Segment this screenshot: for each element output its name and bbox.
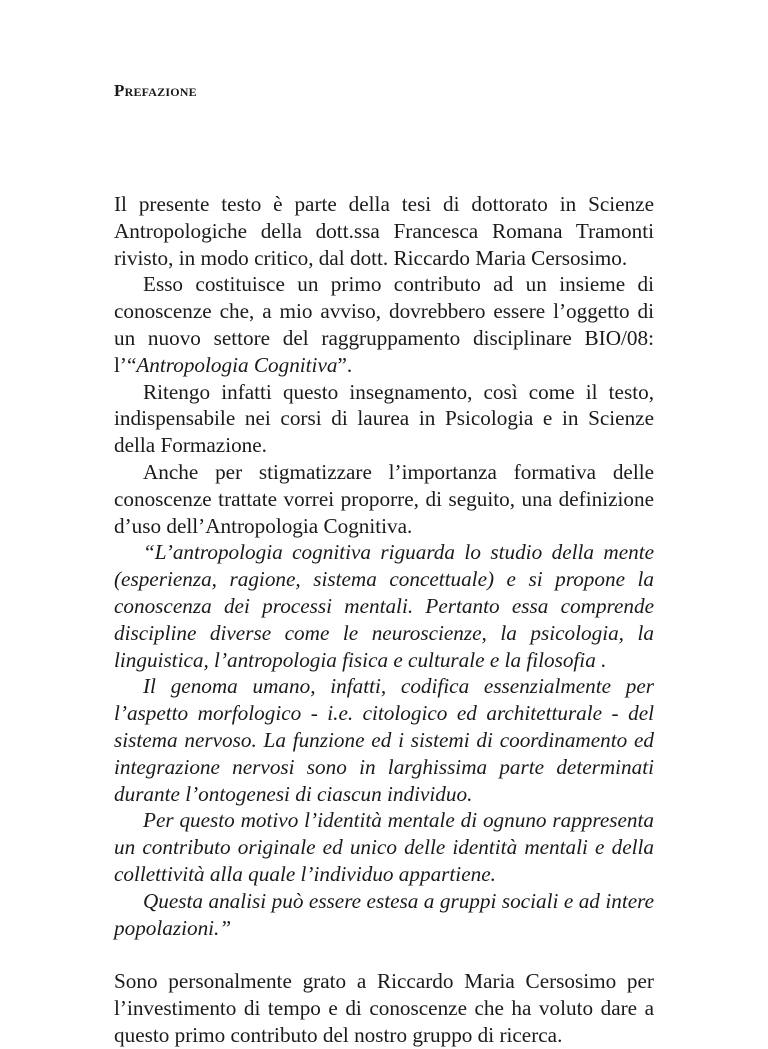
quote-paragraph-2: Il genoma umano, infatti, codifica essenzialmente per l’aspetto morfologico - i.e. citologico ed architetturale - del sistema nervoso. La funzione ed i sistemi di coordinamento ed integrazione nervosi sono in larghissima parte determinati durante l’ontogenesi di ciascun individuo. xyxy=(114,674,654,806)
section-heading: Prefazione xyxy=(114,81,197,100)
paragraph-3: Ritengo infatti questo insegnamento, così come il testo, indispensabile nei corsi di laurea in Psicologia e in Scienze della Formazione. xyxy=(114,379,654,458)
paragraph-2-end: ”. xyxy=(337,352,353,377)
paragraph-2-start: Esso costituisce un primo contributo ad un insieme di conoscenze che, a mio avviso, dovrebbero essere l’oggetto di un nuovo settore del raggruppamento disciplinare BIO/08: l’“ xyxy=(114,272,654,377)
paragraph-2-italic-term: Antropologia Cognitiva xyxy=(136,352,338,377)
body-text xyxy=(114,191,654,1049)
closing-paragraph: Sono personalmente grato a Riccardo Maria Cersosimo per l’investimento di tempo e di conoscenze che ha voluto dare a questo primo contributo del nostro gruppo di ricerca. xyxy=(114,969,654,1047)
paragraph-2 xyxy=(114,271,654,378)
quote-paragraph-3: Per questo motivo l’identità mentale di ognuno rappresenta un contributo originale ed unico delle identità mentali e della collettività alla quale l’individuo appartiene. xyxy=(114,808,654,886)
quote-paragraph-1: “L’antropologia cognitiva riguarda lo studio della mente (esperienza, ragione, sistema concettuale) e si propone la conoscenza dei processi mentali. Pertanto essa comprende discipline diverse come le neuroscienze, la psicologia, la linguistica, l’antropologia fisica e culturale e la filosofia . xyxy=(114,540,654,672)
paragraph-4: Anche per stigmatizzare l’importanza formativa delle conoscenze trattate vorrei proporre, di seguito, una definizione d’uso dell’Antropologia Cognitiva. xyxy=(114,459,654,538)
quote-paragraph-4: Questa analisi può essere estesa a gruppi sociali e ad intere popolazioni.” xyxy=(114,888,654,940)
paragraph-1: Il presente testo è parte della tesi di dottorato in Scienze Antropologiche della dott.ssa Francesca Romana Tramonti rivisto, in modo critico, dal dott. Riccardo Maria Cersosimo. xyxy=(114,192,654,270)
